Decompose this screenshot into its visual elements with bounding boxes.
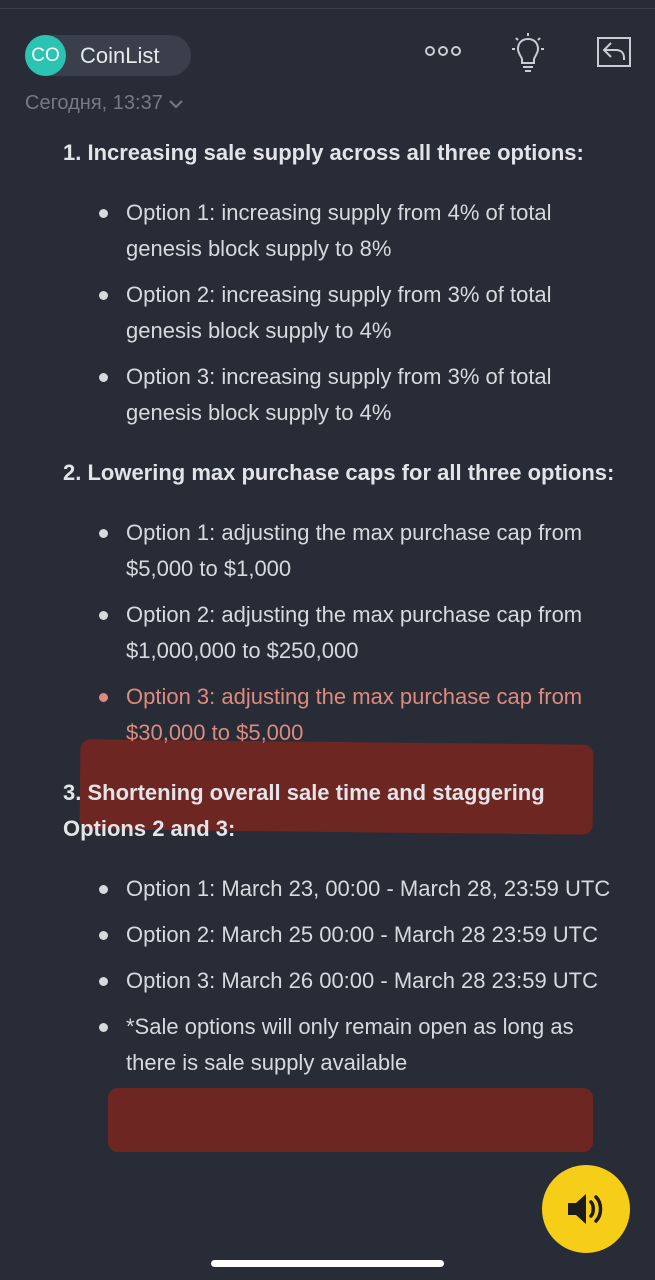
option-list — [63, 195, 623, 431]
list-item — [63, 963, 623, 999]
highlight-mark-date — [108, 1088, 593, 1152]
section-heading: 1. Increasing sale supply across all three options: — [63, 140, 584, 165]
list-item — [63, 871, 623, 907]
bullet-icon — [99, 1023, 108, 1032]
option-list — [63, 515, 623, 751]
list-item-text: Option 1: adjusting the max purchase cap from $5,000 to $1,000 — [126, 520, 583, 581]
bullet-icon — [99, 611, 108, 620]
bullet-icon — [99, 977, 108, 986]
section-heading: 3. Shortening overall sale time and staggering Options 2 and 3: — [63, 780, 545, 841]
avatar: CO — [25, 35, 66, 76]
list-item-text: Option 2: increasing supply from 3% of total genesis block supply to 4% — [126, 282, 552, 343]
email-body — [63, 135, 623, 1081]
list-item — [63, 917, 623, 953]
date-line[interactable] — [25, 92, 183, 115]
list-item-text: Option 2: March 25 00:00 - March 28 23:59 UTC — [126, 922, 599, 947]
list-item — [63, 359, 623, 431]
chevron-down-icon — [169, 99, 183, 109]
list-item-text: Option 1: March 23, 00:00 - March 28, 23:59 UTC — [126, 876, 611, 901]
bullet-icon — [99, 291, 108, 300]
home-indicator — [211, 1260, 444, 1267]
speaker-icon — [564, 1189, 608, 1229]
list-item-text: *Sale options will only remain open as long as there is sale supply available — [126, 1014, 574, 1075]
reply-icon[interactable] — [594, 32, 634, 72]
list-item-text: Option 2: adjusting the max purchase cap from $1,000,000 to $250,000 — [126, 602, 583, 663]
received-date: Сегодня, 13:37 — [25, 92, 163, 114]
bullet-icon — [99, 885, 108, 894]
section-heading: 2. Lowering max purchase caps for all three options: — [63, 460, 615, 485]
option-list — [63, 871, 623, 1081]
list-item — [63, 515, 623, 587]
list-item — [63, 195, 623, 267]
list-item-text: Option 3: adjusting the max purchase cap from $30,000 to $5,000 — [126, 684, 583, 745]
list-item-text: Option 3: increasing supply from 3% of total genesis block supply to 4% — [126, 364, 552, 425]
bullet-icon — [99, 373, 108, 382]
list-item — [63, 1009, 623, 1081]
list-item-text: Option 3: March 26 00:00 - March 28 23:59 UTC — [126, 968, 599, 993]
list-item-text: Option 1: increasing supply from 4% of total genesis block supply to 8% — [126, 200, 552, 261]
list-item — [63, 277, 623, 349]
top-divider — [0, 8, 655, 9]
list-item — [63, 597, 623, 669]
bullet-icon — [99, 693, 108, 702]
bullet-icon — [99, 209, 108, 218]
sender-chip[interactable] — [25, 35, 191, 76]
more-icon[interactable] — [421, 36, 465, 66]
bullet-icon — [99, 931, 108, 940]
sound-button[interactable] — [542, 1165, 630, 1253]
sender-name: CoinList — [80, 42, 160, 68]
lightbulb-icon[interactable] — [508, 32, 548, 76]
list-item — [63, 679, 623, 751]
bullet-icon — [99, 529, 108, 538]
